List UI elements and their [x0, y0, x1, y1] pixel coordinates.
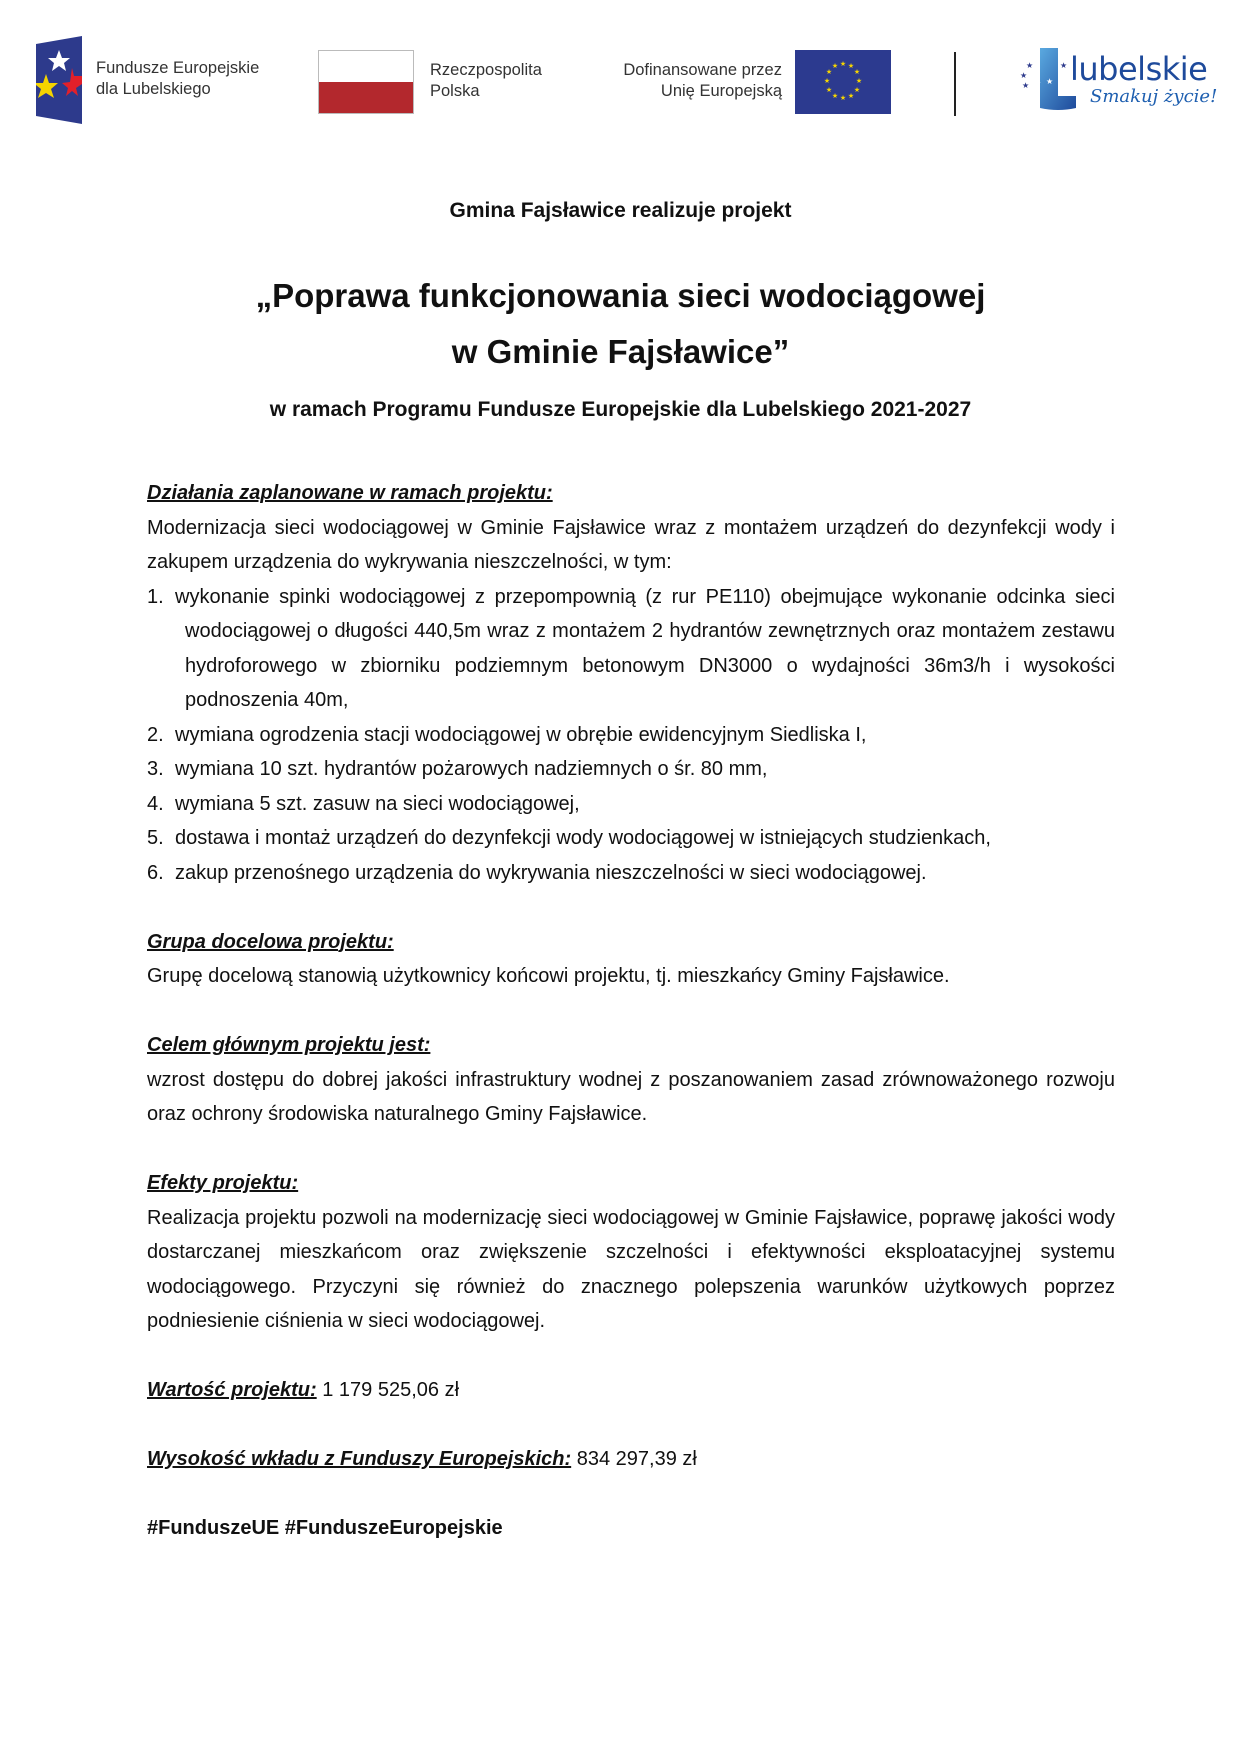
- logo-strip: [0, 0, 1241, 130]
- fe-line2: dla Lubelskiego: [96, 80, 211, 98]
- eu-line2: Unię Europejską: [660, 82, 782, 100]
- pl-line2: Polska: [430, 82, 480, 100]
- list-item: 2. wymiana ogrodzenia stacji wodociągowej w obrębie ewidencyjnym Siedliska I,: [147, 723, 867, 746]
- lubelskie-slogan: Smakuj życie!: [1090, 86, 1218, 107]
- polish-flag-icon: [318, 50, 414, 114]
- project-title: [0, 268, 1241, 380]
- effects-heading: Efekty projektu:: [147, 1172, 299, 1194]
- project-value-amount: 1 179 525,06 zł: [322, 1379, 460, 1401]
- lubelskie-wordmark: lubelskie: [1070, 50, 1208, 88]
- eu-cofunded-label: [590, 60, 782, 102]
- svg-text:★: ★: [839, 94, 847, 102]
- list-item: 4. wymiana 5 szt. zasuw na sieci wodociągowej,: [147, 792, 580, 815]
- logo-divider: [954, 52, 956, 116]
- svg-text:★: ★: [1020, 71, 1028, 80]
- project-value-label: Wartość projektu:: [147, 1379, 317, 1401]
- svg-text:★: ★: [855, 77, 863, 85]
- svg-text:★: ★: [847, 92, 855, 100]
- goal-heading: Celem głównym projektu jest:: [147, 1034, 431, 1056]
- rzeczpospolita-label: [430, 60, 542, 102]
- fundusze-europejskie-logo-icon: [36, 36, 82, 124]
- eu-flag-icon: [795, 50, 891, 114]
- svg-text:★: ★: [1026, 61, 1034, 70]
- list-item: 6. zakup przenośnego urządzenia do wykrywania nieszczelności w sieci wodociągowej.: [147, 861, 927, 884]
- svg-text:★: ★: [1046, 77, 1054, 86]
- document-body: [147, 476, 1115, 1546]
- fe-line1: Fundusze Europejskie: [96, 59, 260, 77]
- actions-intro: Modernizacja sieci wodociągowej w Gminie Fajsławice wraz z montażem urządzeń do dezynfekcji wody i zakupem urządzenia do wykrywania nieszczelności, w tym:: [147, 516, 1115, 573]
- title-line-2: w Gminie Fajsławice”: [451, 333, 790, 370]
- title-line-1: „Poprawa funkcjonowania sieci wodociągowej: [255, 277, 986, 314]
- svg-text:★: ★: [847, 62, 855, 70]
- svg-text:★: ★: [853, 68, 861, 76]
- svg-text:★: ★: [1034, 79, 1042, 88]
- svg-text:★: ★: [1022, 81, 1030, 90]
- project-value-row: [147, 1373, 1115, 1408]
- svg-text:★: ★: [853, 86, 861, 94]
- target-group-text: Grupę docelową stanowią użytkownicy końcowi projektu, tj. mieszkańcy Gminy Fajsławice.: [147, 965, 950, 987]
- eu-line1: Dofinansowane przez: [623, 61, 782, 79]
- programme-line: w ramach Programu Fundusze Europejskie dla Lubelskiego 2021-2027: [269, 398, 972, 421]
- effects-text: Realizacja projektu pozwoli na modernizację sieci wodociągowej w Gminie Fajsławice, poprawę jakości wody dostarczanej mieszkańcom oraz zwiększenie szczelności i efektywności eksploatacyjnej systemu wodociągowego. Przyczyni się również do znacznego polepszenia warunków użytkowych poprzez podniesienie ciśnienia w sieci wodociągowej.: [147, 1206, 1115, 1332]
- svg-text:★: ★: [825, 86, 833, 94]
- list-item: 1. wykonanie spinki wodociągowej z przepompownią (z rur PE110) obejmujące wykonanie odcinka sieci wodociągowej o długości 440,5m wraz z montażem 2 hydrantów zewnętrznych oraz montażem zestawu hydroforowego w zbiorniku podziemnym betonowym DN3000 o wydajności 36m3/h i wysokości podnoszenia 40m,: [147, 585, 1115, 711]
- hashtags: #FunduszeUE #FunduszeEuropejskie: [147, 1517, 503, 1539]
- svg-text:★: ★: [831, 92, 839, 100]
- eu-contribution-label: Wysokość wkładu z Funduszy Europejskich:: [147, 1448, 572, 1470]
- pl-line1: Rzeczpospolita: [430, 61, 542, 79]
- svg-text:★: ★: [831, 62, 839, 70]
- eu-contribution-row: [147, 1442, 1115, 1477]
- list-item: 5. dostawa i montaż urządzeń do dezynfekcji wody wodociągowej w istniejących studzienkach,: [147, 827, 991, 849]
- actions-list: [147, 580, 1115, 891]
- svg-text:★: ★: [825, 68, 833, 76]
- svg-text:★: ★: [823, 77, 831, 85]
- fundusze-europejskie-label: [96, 58, 259, 100]
- goal-text: wzrost dostępu do dobrej jakości infrastruktury wodnej z poszanowaniem zasad zrównoważonego rozwoju oraz ochrony środowiska naturalnego Gminy Fajsławice.: [147, 1068, 1115, 1125]
- target-group-heading: Grupa docelowa projektu:: [147, 930, 394, 953]
- eu-contribution-amount: 834 297,39 zł: [576, 1448, 697, 1470]
- svg-text:★: ★: [839, 60, 847, 68]
- list-item: 3. wymiana 10 szt. hydrantów pożarowych nadziemnych o śr. 80 mm,: [147, 758, 768, 780]
- svg-text:★: ★: [1060, 61, 1068, 70]
- intro-line: Gmina Fajsławice realizuje projekt: [449, 199, 792, 222]
- actions-heading: Działania zaplanowane w ramach projektu:: [147, 482, 553, 504]
